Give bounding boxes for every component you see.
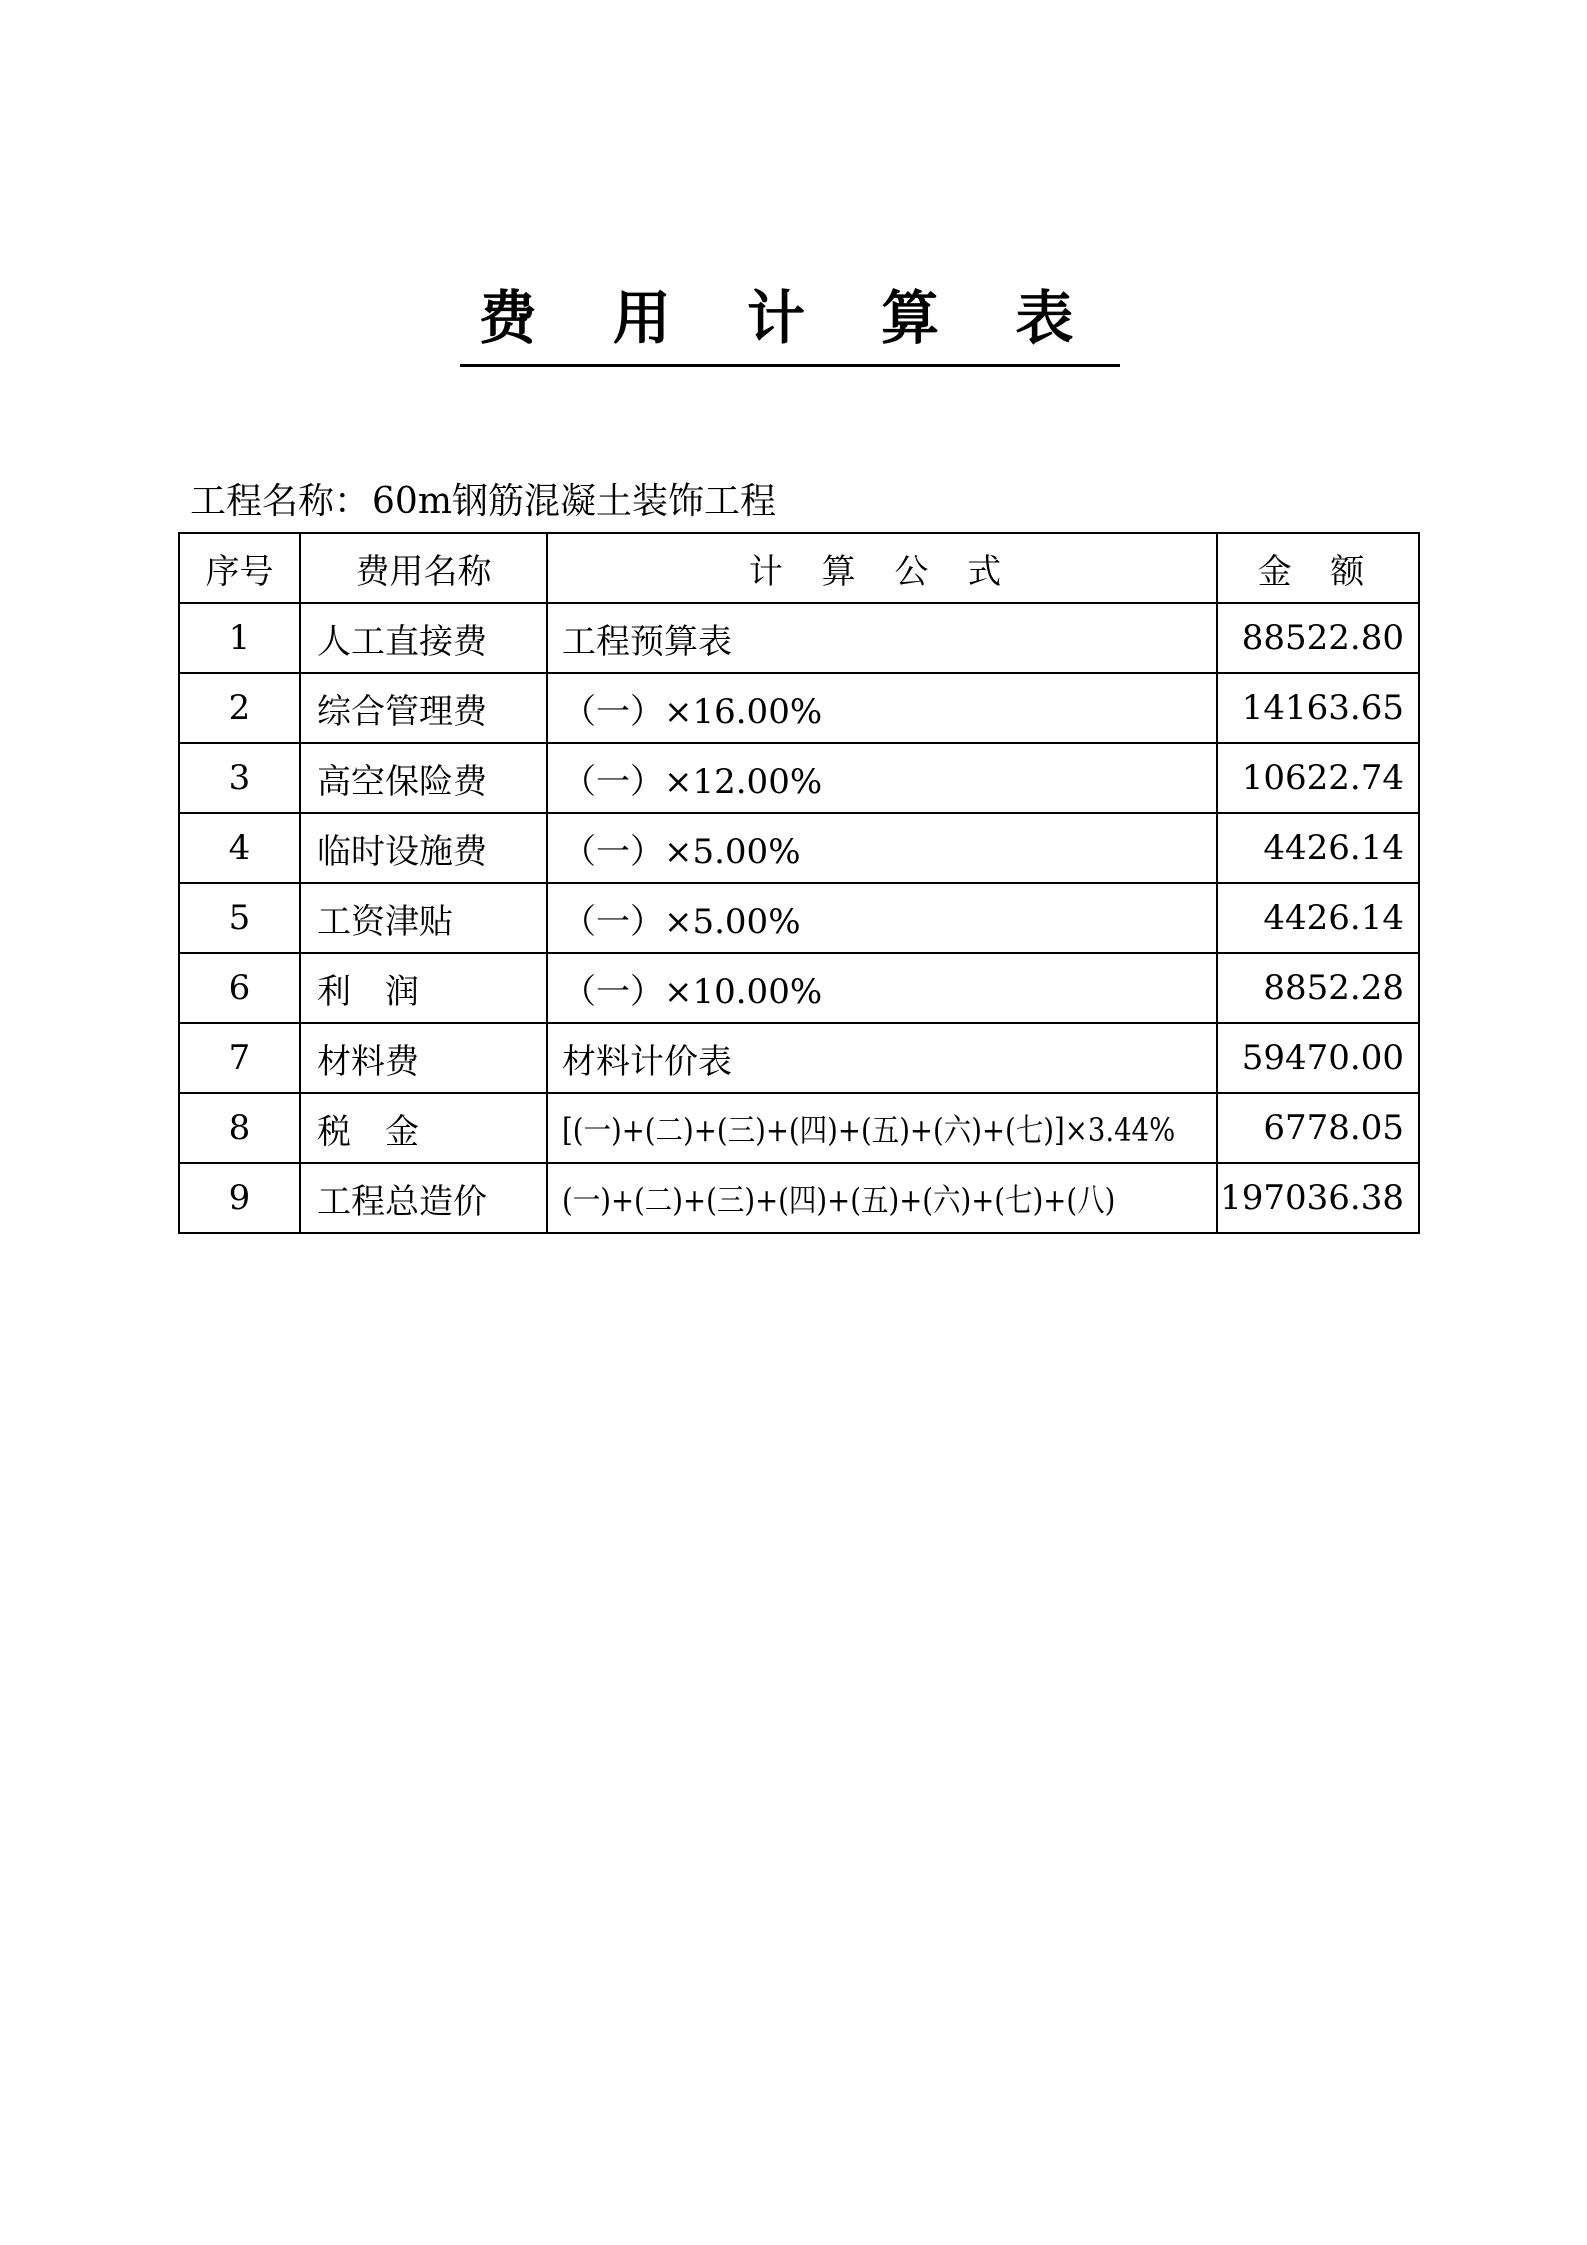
project-label: 工程名称： (190, 481, 371, 522)
row-formula: 材料计价表 (547, 1023, 1217, 1093)
table-row (179, 1093, 1419, 1163)
row-formula: （一）×12.00% (547, 743, 1217, 813)
document-title: 费 用 计 算 表 (478, 284, 1102, 352)
row-name: 高空保险费 (300, 743, 547, 813)
header-formula: 计 算 公 式 (547, 533, 1217, 603)
row-name: 工资津贴 (300, 883, 547, 953)
row-amount: 6778.05 (1217, 1093, 1419, 1163)
row-no: 5 (179, 883, 300, 953)
table-row (179, 1163, 1419, 1233)
table-row (179, 883, 1419, 953)
row-no: 4 (179, 813, 300, 883)
row-no: 2 (179, 673, 300, 743)
row-name: 综合管理费 (300, 673, 547, 743)
header-no: 序号 (179, 533, 300, 603)
table-row (179, 603, 1419, 673)
row-no: 8 (179, 1093, 300, 1163)
row-name: 材料费 (300, 1023, 547, 1093)
row-formula: （一）×10.00% (547, 953, 1217, 1023)
row-no: 6 (179, 953, 300, 1023)
title-underline (460, 364, 1120, 367)
row-name: 人工直接费 (300, 603, 547, 673)
row-no: 7 (179, 1023, 300, 1093)
row-name: 工程总造价 (300, 1163, 547, 1233)
row-name: 临时设施费 (300, 813, 547, 883)
row-formula-cell (547, 1163, 1217, 1233)
row-amount: 14163.65 (1217, 673, 1419, 743)
row-amount: 88522.80 (1217, 603, 1419, 673)
row-formula: [(一)+(二)+(三)+(四)+(五)+(六)+(七)]×3.44% (562, 1111, 1176, 1149)
table-row (179, 1023, 1419, 1093)
row-name: 税 金 (300, 1093, 547, 1163)
header-name: 费用名称 (300, 533, 547, 603)
row-formula: （一）×16.00% (547, 673, 1217, 743)
header-amount: 金 额 (1217, 533, 1419, 603)
table-row (179, 743, 1419, 813)
table-row (179, 673, 1419, 743)
header-row (179, 533, 1419, 603)
row-amount: 8852.28 (1217, 953, 1419, 1023)
row-amount: 4426.14 (1217, 883, 1419, 953)
row-amount: 4426.14 (1217, 813, 1419, 883)
row-formula: （一）×5.00% (547, 883, 1217, 953)
row-formula: 工程预算表 (547, 603, 1217, 673)
table-row (179, 813, 1419, 883)
row-amount: 10622.74 (1217, 743, 1419, 813)
row-formula: (一)+(二)+(三)+(四)+(五)+(六)+(七)+(八) (562, 1181, 1116, 1219)
fee-table (178, 532, 1420, 1234)
table-row (179, 953, 1419, 1023)
row-formula-cell (547, 1093, 1217, 1163)
row-amount: 59470.00 (1217, 1023, 1419, 1093)
row-name: 利 润 (300, 953, 547, 1023)
row-no: 1 (179, 603, 300, 673)
project-name: 60m钢筋混凝土装饰工程 (372, 481, 776, 522)
row-no: 3 (179, 743, 300, 813)
project-line (190, 478, 776, 526)
row-formula: （一）×5.00% (547, 813, 1217, 883)
row-no: 9 (179, 1163, 300, 1233)
row-amount: 197036.38 (1217, 1163, 1419, 1233)
